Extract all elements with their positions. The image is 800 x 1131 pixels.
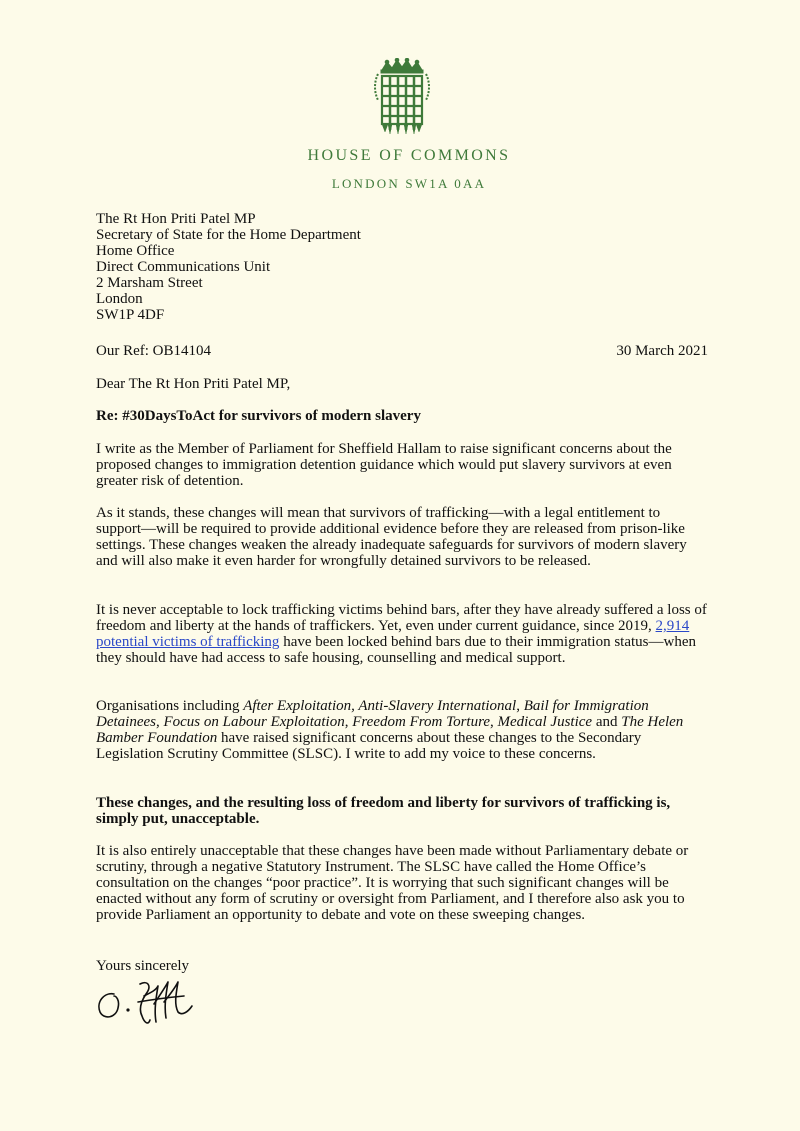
recipient-line: Home Office: [96, 243, 175, 259]
org-mention: Medical Justice: [497, 714, 593, 730]
recipient-line: 2 Marsham Street: [96, 275, 203, 291]
recipient-line: Direct Communications Unit: [96, 259, 271, 275]
recipient-line: The Rt Hon Priti Patel MP: [96, 211, 256, 227]
org-name: HOUSE OF COMMONS: [307, 147, 511, 164]
paragraph-3-text: It is never acceptable to lock trafficking victims behind bars, after they have already suffered a loss of freedom and liberty at the hands of traffickers. Yet, even under current guidance, since 2019,: [96, 602, 707, 634]
recipient-address: [96, 211, 708, 323]
reference-row: [96, 343, 708, 359]
separator: and: [592, 714, 622, 730]
paragraph-2: As it stands, these changes will mean that survivors of trafficking—with a legal entitlement to support—will be required to provide additional evidence before they are released from prison-like settings. These changes weaken the already inadequate safeguards for survivors of modern slavery and will also make it even harder for wrongfully detained survivors to be released.: [96, 505, 687, 569]
paragraph-6: It is also entirely unacceptable that these changes have been made without Parliamentary debate or scrutiny, through a negative Statutory Instrument. The SLSC have called the Home Office’s consultation on the changes “poor practice”. It is worrying that such significant changes will be enacted without any form of scrutiny or oversight from Parliament, and I therefore also ask you to provide Parliament an opportunity to debate and vote on these sweeping changes.: [96, 843, 689, 923]
org-mention: The Helen Bamber Foundation: [96, 714, 684, 746]
letter-date: 30 March 2021: [616, 343, 708, 359]
victims-statistic-link[interactable]: 2,914 potential victims of trafficking: [96, 618, 690, 650]
org-mention: Bail for Immigration Detainees: [96, 698, 649, 730]
org-mention: Focus on Labour Exploitation: [163, 714, 345, 730]
paragraph-3: [96, 602, 708, 666]
org-address: LONDON SW1A 0AA: [331, 176, 487, 191]
handwritten-signature: [92, 972, 212, 1032]
org-mention: Freedom From Torture: [352, 714, 491, 730]
recipient-line: Secretary of State for the Home Department: [96, 227, 361, 243]
org-mention: After Exploitation, Anti-Slavery International: [243, 698, 517, 714]
recipient-line: SW1P 4DF: [96, 307, 165, 323]
separator: ,: [490, 714, 498, 730]
paragraph-4: [96, 698, 708, 762]
separator: ,: [344, 714, 353, 730]
paragraph-1: I write as the Member of Parliament for Sheffield Hallam to raise significant concerns about the proposed changes to immigration detention guidance which would put slavery survivors at even greater risk of detention.: [96, 441, 672, 489]
separator: ,: [516, 698, 524, 714]
paragraph-3-text: have been locked behind bars due to their immigration status—when they should have had access to safe housing, counselling and medical support.: [96, 634, 696, 666]
subject-line: Re: #30DaysToAct for survivors of modern slavery: [96, 408, 421, 424]
portcullis-crest-icon: [372, 58, 432, 138]
paragraph-4-text: Organisations including: [96, 698, 244, 714]
paragraph-4-text: have raised significant concerns about these changes to the Secondary Legislation Scrutiny Committee (SLSC). I write to add my voice to these concerns.: [96, 730, 642, 762]
recipient-line: London: [96, 291, 143, 307]
closing: Yours sincerely: [96, 958, 190, 974]
paragraph-5-bold: These changes, and the resulting loss of freedom and liberty for survivors of trafficking is, simply put, unacceptable.: [96, 795, 671, 827]
salutation: Dear The Rt Hon Priti Patel MP,: [96, 376, 291, 392]
separator: ,: [155, 714, 164, 730]
our-reference: Our Ref: OB14104: [96, 343, 211, 359]
